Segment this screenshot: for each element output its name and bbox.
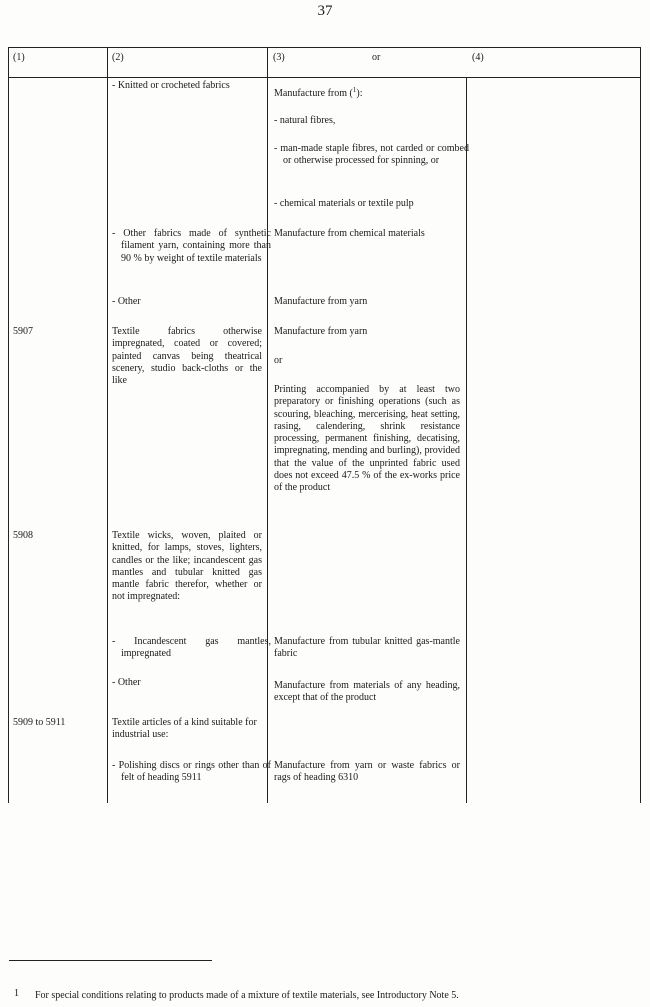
row1-item-manmade: - man-made staple fibres, not carded or combed or otherwise processed for spinning, or	[274, 143, 469, 167]
row2-rule: Manufacture from chemical materials	[274, 228, 425, 239]
col-divider-left	[8, 47, 9, 803]
row6-description: - Incandescent gas mantles, impregnated	[112, 636, 271, 660]
row1-rule-prefix: Manufacture from (	[274, 88, 353, 99]
row1-description: - Knitted or crocheted fabrics	[112, 80, 230, 91]
row9-description: - Polishing discs or rings other than of felt of heading 5911	[112, 760, 271, 784]
row1-rule-suffix: ):	[356, 88, 363, 99]
footnote-marker: 1	[14, 988, 19, 999]
row4-or: or	[274, 355, 283, 366]
row1-item-chemical: - chemical materials or textile pulp	[274, 198, 414, 209]
header-col4: (4)	[472, 52, 484, 63]
row1-rule	[274, 84, 460, 100]
row3-rule: Manufacture from yarn	[274, 296, 368, 307]
row5-description: Textile wicks, woven, plaited or knitted, for lamps, stoves, lighters, candles or the like; incandescent gas mantles and tubular knitted gas mantle fabric therefor, whether or not impregnated:	[112, 530, 262, 603]
footnote-separator	[9, 960, 212, 961]
header-col1: (1)	[13, 52, 25, 63]
header-or: or	[372, 52, 381, 63]
page-number: 37	[317, 3, 333, 19]
header-col3: (3)	[273, 52, 285, 63]
table-header-border	[8, 77, 640, 78]
row3-description: - Other	[112, 296, 141, 307]
col-divider-right	[640, 47, 641, 803]
footnote-text: For special conditions relating to products made of a mixture of textile materials, see Introductory Note 5.	[35, 990, 459, 1001]
row6-rule: Manufacture from tubular knitted gas-mantle fabric	[274, 636, 460, 660]
row4-rule-alt: Printing accompanied by at least two preparatory or finishing operations (such as scouring, bleaching, mercerising, heat setting, rasing, calendering, shrink resistance processing, permanent finishing, decatising, impregnating, mending and burling), provided that the value of the unprinted fabric used does not exceed 47.5 % of the ex-works price of the product	[274, 384, 460, 494]
row7-rule: Manufacture from materials of any heading, except that of the product	[274, 680, 460, 704]
header-col2: (2)	[112, 52, 124, 63]
row5-code: 5908	[13, 530, 33, 541]
col-divider-2	[267, 47, 268, 803]
row4-code: 5907	[13, 326, 33, 337]
row8-description: Textile articles of a kind suitable for industrial use:	[112, 717, 257, 741]
row8-code: 5909 to 5911	[13, 717, 66, 728]
col-divider-1	[107, 47, 108, 803]
row4-rule: Manufacture from yarn	[274, 326, 368, 337]
col-divider-3	[466, 77, 467, 803]
row2-description: - Other fabrics made of synthetic filament yarn, containing more than 90 % by weight of textile materials	[112, 228, 271, 264]
row7-description: - Other	[112, 677, 141, 688]
table-top-border	[8, 47, 640, 48]
row9-rule: Manufacture from yarn or waste fabrics or rags of heading 6310	[274, 760, 460, 784]
row4-description: Textile fabrics otherwise impregnated, coated or covered; painted canvas being theatrical scenery, studio back-cloths or the like	[112, 326, 262, 387]
footnote-ref: 1	[352, 86, 357, 94]
row1-item-natural: - natural fibres,	[274, 115, 336, 126]
